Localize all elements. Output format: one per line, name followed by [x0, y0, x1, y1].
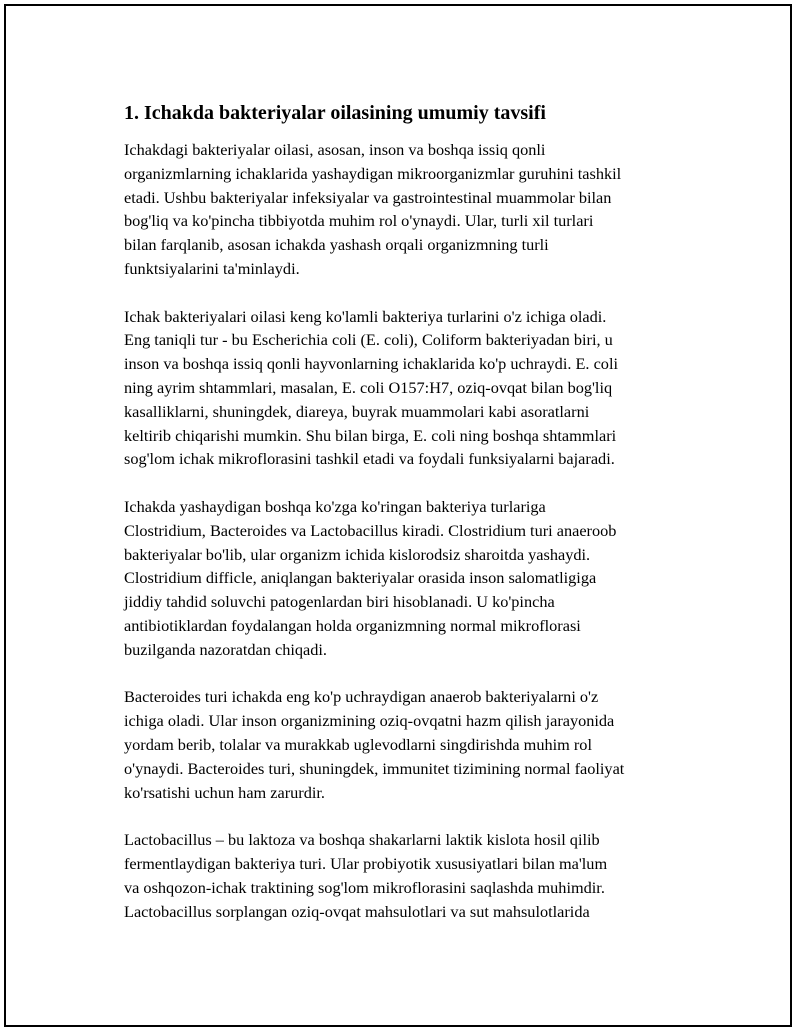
- paragraph-line: bakteriyalar bo'lib, ular organizm ichida kislorodsiz sharoitda yashaydi.: [124, 544, 591, 564]
- paragraph-line: fermentlaydigan bakteriya turi. Ular probiyotik xususiyatlari bilan ma'lum: [124, 853, 608, 873]
- paragraph: [124, 138, 704, 281]
- paragraph-line: Ichakdagi bakteriyalar oilasi, asosan, inson va boshqa issiq qonli: [124, 140, 546, 159]
- paragraph-line: Ichakda yashaydigan boshqa ko'zga ko'ringan bakteriya turlariga: [124, 496, 546, 516]
- paragraph-line: ichiga oladi. Ular inson organizmining oziq-ovqatni hazm qilish jarayonida: [124, 711, 615, 731]
- paragraph-line: bog'liq va ko'pincha tibbiyotda muhim rol o'ynaydi. Ular, turli xil turlari: [124, 211, 594, 231]
- paragraph: [124, 685, 704, 804]
- paragraph-line: ko'rsatishi uchun ham zarurdir.: [124, 782, 325, 802]
- paragraph-line: Bacteroides turi ichakda eng ko'p uchraydigan anaerob bakteriyalarni o'z: [124, 687, 599, 707]
- paragraph-line: ning ayrim shtammlari, masalan, E. coli O157:H7, oziq-ovqat bilan bog'liq: [124, 377, 613, 397]
- section-heading: 1. Ichakda bakteriyalar oilasining umumiy tavsifi: [124, 102, 546, 124]
- paragraph-line: jiddiy tahdid soluvchi patogenlardan biri hisoblanadi. U ko'pincha: [124, 592, 555, 612]
- paragraph-line: Lactobacillus sorplangan oziq-ovqat mahsulotlari va sut mahsulotlarida: [124, 901, 590, 921]
- paragraph-line: Lactobacillus – bu laktoza va boshqa shakarlarni laktik kislota hosil qilib: [124, 830, 600, 850]
- paragraph-line: va oshqozon-ichak traktining sog'lom mikroflorasini saqlashda muhimdir.: [124, 877, 605, 897]
- paragraph-line: bilan farqlanib, asosan ichakda yashash orqali organizmning turli: [124, 235, 549, 255]
- paragraph-line: funktsiyalarini ta'minlaydi.: [124, 258, 300, 278]
- paragraph-line: sog'lom ichak mikroflorasini tashkil etadi va foydali funksiyalarni bajaradi.: [124, 449, 615, 469]
- paragraph-line: yordam berib, tolalar va murakkab uglevodlarni singdirishda muhim rol: [124, 734, 592, 754]
- paragraph-line: inson va boshqa issiq qonli hayvonlarning ichaklarida ko'p uchraydi. E. coli: [124, 354, 618, 374]
- paragraph-line: buzilganda nazoratdan chiqadi.: [124, 639, 327, 659]
- page-frame: [4, 4, 792, 1027]
- paragraph: [124, 495, 704, 662]
- paragraphs-container: [124, 138, 704, 923]
- paragraph-line: Ichak bakteriyalari oilasi keng ko'lamli bakteriya turlarini o'z ichiga oladi.: [124, 306, 607, 326]
- paragraph-line: Clostridium difficle, aniqlangan bakteriyalar orasida inson salomatligiga: [124, 568, 597, 588]
- paragraph-line: etadi. Ushbu bakteriyalar infeksiyalar va gastrointestinal muammolar bilan: [124, 187, 612, 207]
- document-body: [124, 100, 704, 947]
- paragraph-line: kasalliklarni, shuningdek, diareya, buyrak muammolari kabi asoratlarni: [124, 401, 590, 421]
- paragraph-line: o'ynaydi. Bacteroides turi, shuningdek, immunitet tizimining normal faoliyat: [124, 758, 625, 778]
- paragraph: [124, 305, 704, 472]
- paragraph: [124, 828, 704, 923]
- paragraph-line: organizmlarning ichaklarida yashaydigan mikroorganizmlar guruhini tashkil: [124, 163, 622, 183]
- paragraph-line: Eng taniqli tur - bu Escherichia coli (E. coli), Coliform bakteriyadan biri, u: [124, 330, 613, 350]
- paragraph-line: antibiotiklardan foydalangan holda organizmning normal mikroflorasi: [124, 615, 581, 635]
- paragraph-line: keltirib chiqarishi mumkin. Shu bilan birga, E. coli ning boshqa shtammlari: [124, 425, 617, 445]
- paragraph-line: Clostridium, Bacteroides va Lactobacillus kiradi. Clostridium turi anaeroob: [124, 520, 617, 540]
